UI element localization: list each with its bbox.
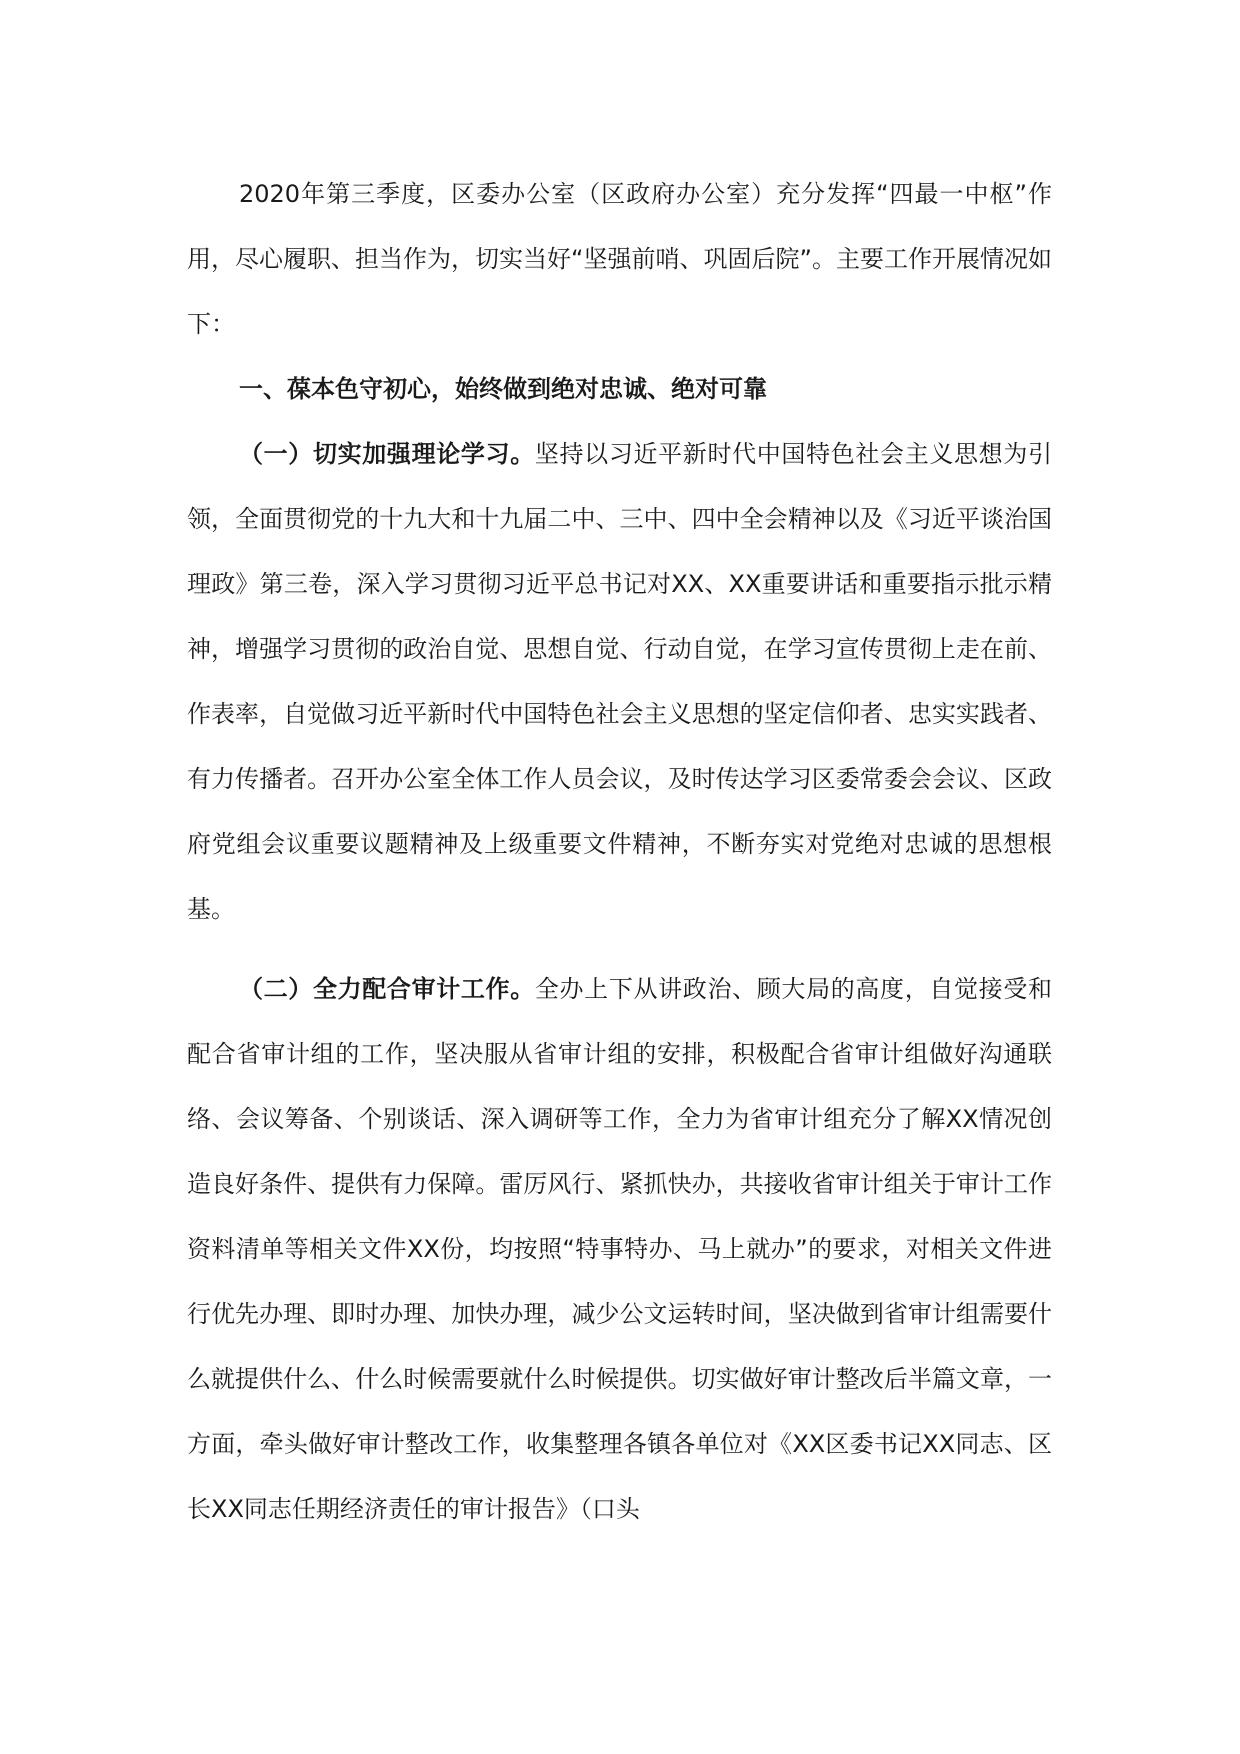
document-body bbox=[187, 162, 1052, 1542]
section-heading: 一、葆本色守初心，始终做到绝对忠诚、绝对可靠 bbox=[239, 375, 767, 403]
item-1-body: 坚持以习近平新时代中国特色社会主义思想为引领，全面贯彻党的十九大和十九届二中、三中、四中全会精神以及《习近平谈治国理政》第三卷，深入学习贯彻习近平总书记对XX、XX重要讲话和重要指示批示精神，增强学习贯彻的政治自觉、思想自觉、行动自觉，在学习宣传贯彻上走在前、作表率，自觉做习近平新时代中国特色社会主义思想的坚定信仰者、忠实实践者、有力传播者。召开办公室全体工作人员会议，及时传达学习区委常委会会议、区政府党组会议重要议题精神及上级重要文件精神，不断夯实对党绝对忠诚的思想根基。 bbox=[187, 440, 1052, 923]
intro-paragraph: 2020年第三季度，区委办公室（区政府办公室）充分发挥“四最一中枢”作用，尽心履职、担当作为，切实当好“坚强前哨、巩固后院”。主要工作开展情况如下： bbox=[187, 180, 1052, 338]
item-1-lead: （一）切实加强理论学习。 bbox=[239, 440, 535, 468]
item-1-paragraph bbox=[187, 422, 1052, 942]
item-2-paragraph bbox=[187, 957, 1052, 1542]
item-2-body: 全办上下从讲政治、顾大局的高度，自觉接受和配合省审计组的工作，坚决服从省审计组的安排，积极配合省审计组做好沟通联络、会议筹备、个别谈话、深入调研等工作，全力为省审计组充分了解XX情况创造良好条件、提供有力保障。雷厉风行、紧抓快办，共接收省审计组关于审计工作资料清单等相关文件XX份，均按照“特事特办、马上就办”的要求，对相关文件进行优先办理、即时办理、加快办理，减少公文运转时间，坚决做到省审计组需要什么就提供什么、什么时候需要就什么时候提供。切实做好审计整改后半篇文章，一方面，牵头做好审计整改工作，收集整理各镇各单位对《XX区委书记XX同志、区长XX同志任期经济责任的审计报告》（口头 bbox=[187, 975, 1052, 1523]
item-2-lead: （二）全力配合审计工作。 bbox=[239, 975, 535, 1003]
paragraph-spacer bbox=[187, 942, 1052, 957]
